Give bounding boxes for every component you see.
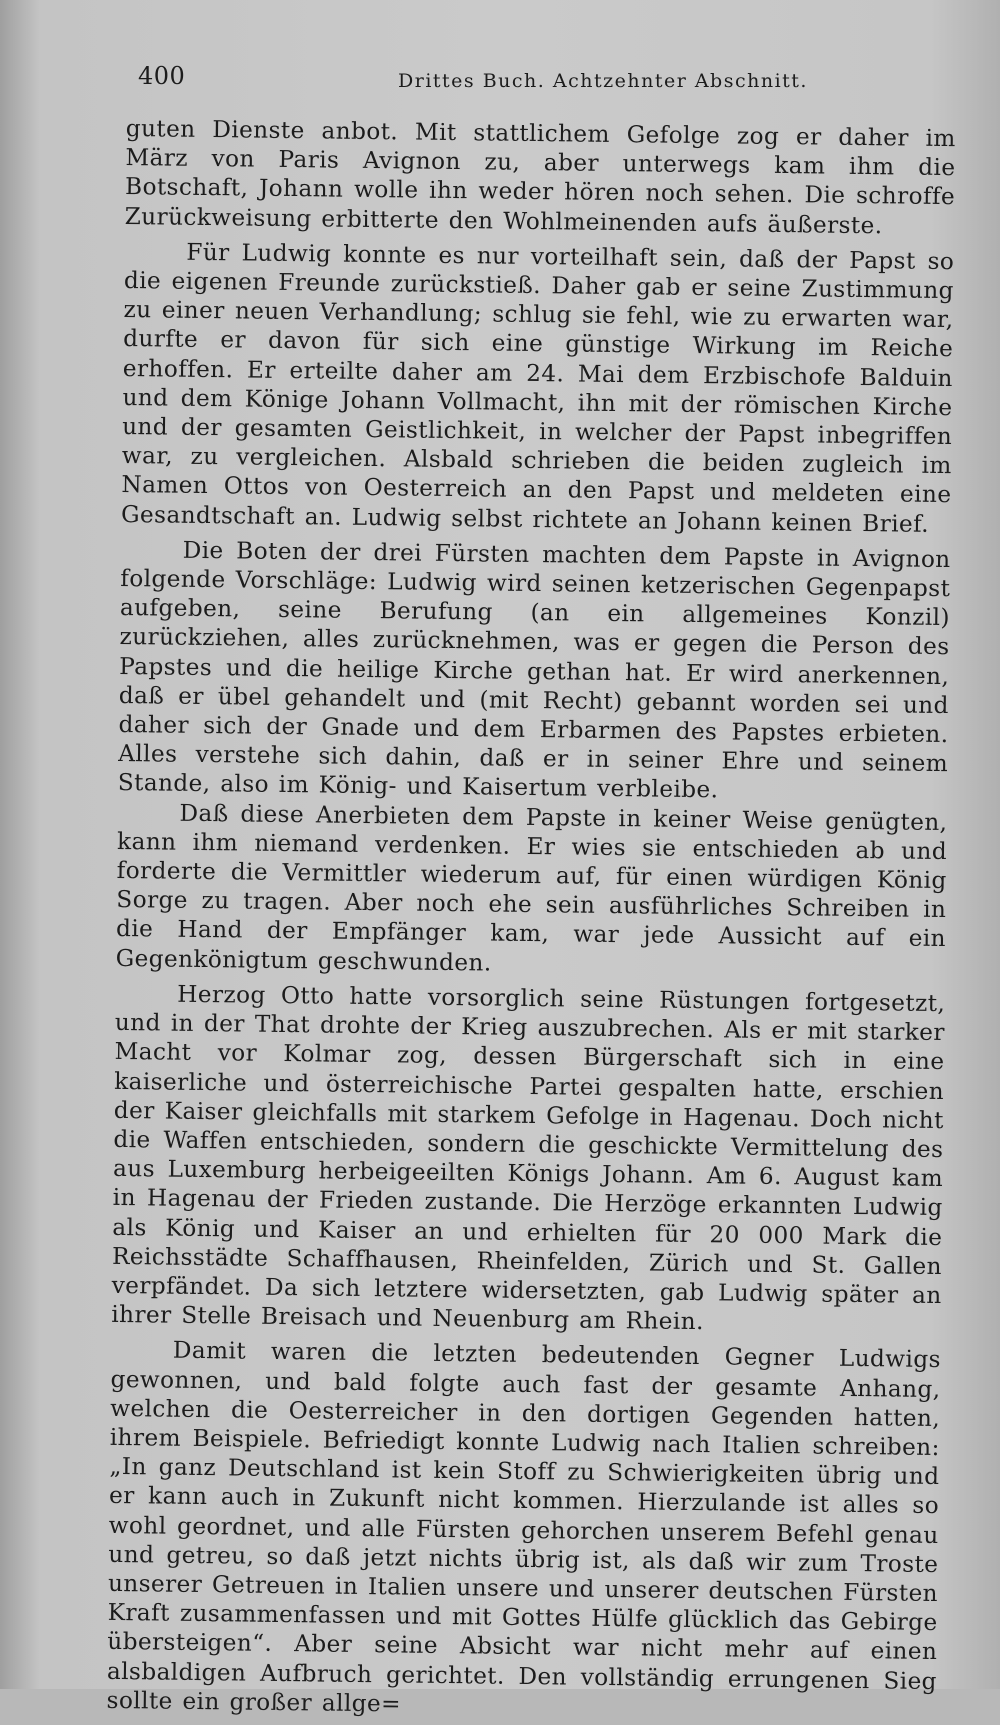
body-text (106, 114, 956, 1718)
paragraph-letter-to-italy: Damit waren die letzten bedeutenden Gegner Ludwigs gewonnen, und bald folgte auch fast der gesamte Anhang, welchen die Oesterreicher in den dortigen Gegenden hatten, ihrem Beispiele. Befriedigt konnte Ludwig nach Italien schreiben: „In ganz Deutschland ist kein Stoff zu Schwierigkeiten übrig und er kann auch in Zukunft nicht kommen. Hierzulande ist alles so wohl geordnet, und alle Fürsten gehorchen unserem Befehl genau und getreu, so daß jetzt nichts übrig ist, als daß wir zum Troste unserer Getreuen in Italien unsere und unserer deutschen Fürsten Kraft zusammenfassen und mit Gottes Hülfe glücklich das Gebirge übersteigen“. Aber seine Absicht war nicht mehr auf einen alsbaldigen Aufbruch gerichtet. Den vollständig errungenen Sieg sollte ein großer allge= (106, 1336, 942, 1718)
paragraph-pope-refusal: Daß diese Anerbieten dem Papste in keiner Weise genügten, kann ihm niemand verdenken. Er wies sie entschieden ab und forderte die Vermittler wiederum auf, für einen würdigen König Sorge zu tragen. Aber noch ehe sein ausführliches Schreiben in die Hand der Empfänger kam, war jede Aussicht auf ein Gegenkönigtum geschwunden. (115, 799, 948, 977)
page-number: 400 (138, 62, 186, 90)
running-head: Drittes Buch. Achtzehnter Abschnitt. (398, 70, 808, 92)
paragraph-continuation: guten Dienste anbot. Mit stattlichem Gefolge zog er daher im März von Paris Avignon zu, aber unterwegs kam ihm die Botschaft, Johann wolle ihn weder hören noch sehen. Die schroffe Zurückweisung erbitterte den Wohlmeinenden aufs äußerste. (124, 114, 956, 239)
page-header (138, 62, 938, 102)
paragraph-peace-of-hagenau: Herzog Otto hatte vorsorglich seine Rüstungen fortgesetzt, und in der That drohte der Krieg auszubrechen. Als er mit starker Macht vor Kolmar zog, dessen Bürgerschaft sich in eine kaiserliche und österreichische Partei gespalten hatte, erschien der Kaiser gleichfalls mit starkem Gefolge in Hagenau. Doch nicht die Waffen entschieden, sondern die geschickte Vermittelung des aus Luxemburg herbeigeeilten Königs Johann. Am 6. August kam in Hagenau der Frieden zustande. Die Herzöge erkannten Ludwig als König und Kaiser an und erhielten für 20 000 Mark die Reichsstädte Schaffhausen, Rheinfelden, Zürich und St. Gallen verpfändet. Da sich letztere widersetzten, gab Ludwig später an ihrer Stelle Breisach und Neuenburg am Rhein. (111, 980, 946, 1336)
paragraph-papal-rejection: Für Ludwig konnte es nur vorteilhaft sein, daß der Papst so die eigenen Freunde zurückstieß. Daher gab er seine Zustimmung zu einer neuen Verhandlung; schlug sie fehl, wie zu erwarten war, durfte er davon für sich eine günstige Wirkung im Reiche erhoffen. Er erteilte daher am 24. Mai dem Erzbischofe Balduin und dem Könige Johann Vollmacht, ihn mit der römischen Kirche und der gesamten Geistlichkeit, in welcher der Papst inbegriffen war, zu vergleichen. Alsbald schrieben die beiden zugleich im Namen Ottos von Oesterreich an den Papst und meldeten eine Gesandtschaft an. Ludwig selbst richtete an Johann keinen Brief. (120, 238, 955, 538)
paragraph-envoys-proposals: Die Boten der drei Fürsten machten dem Papste in Avignon folgende Vorschläge: Ludwig wird seinen ketzerischen Gegenpapst aufgeben, seine Berufung (an ein allgemeines Konzil) zurückziehen, alles zurücknehmen, was er gegen die Person des Papstes und die heilige Kirche gethan hat. Er wird anerkennen, daß er übel gehandelt und (mit Recht) gebannt worden sei und daher sich der Gnade und dem Erbarmen des Papstes erbieten. Alles verstehe sich dahin, daß er in seiner Ehre und seinem Stande, also im König- und Kaisertum verbleibe. (117, 536, 951, 804)
